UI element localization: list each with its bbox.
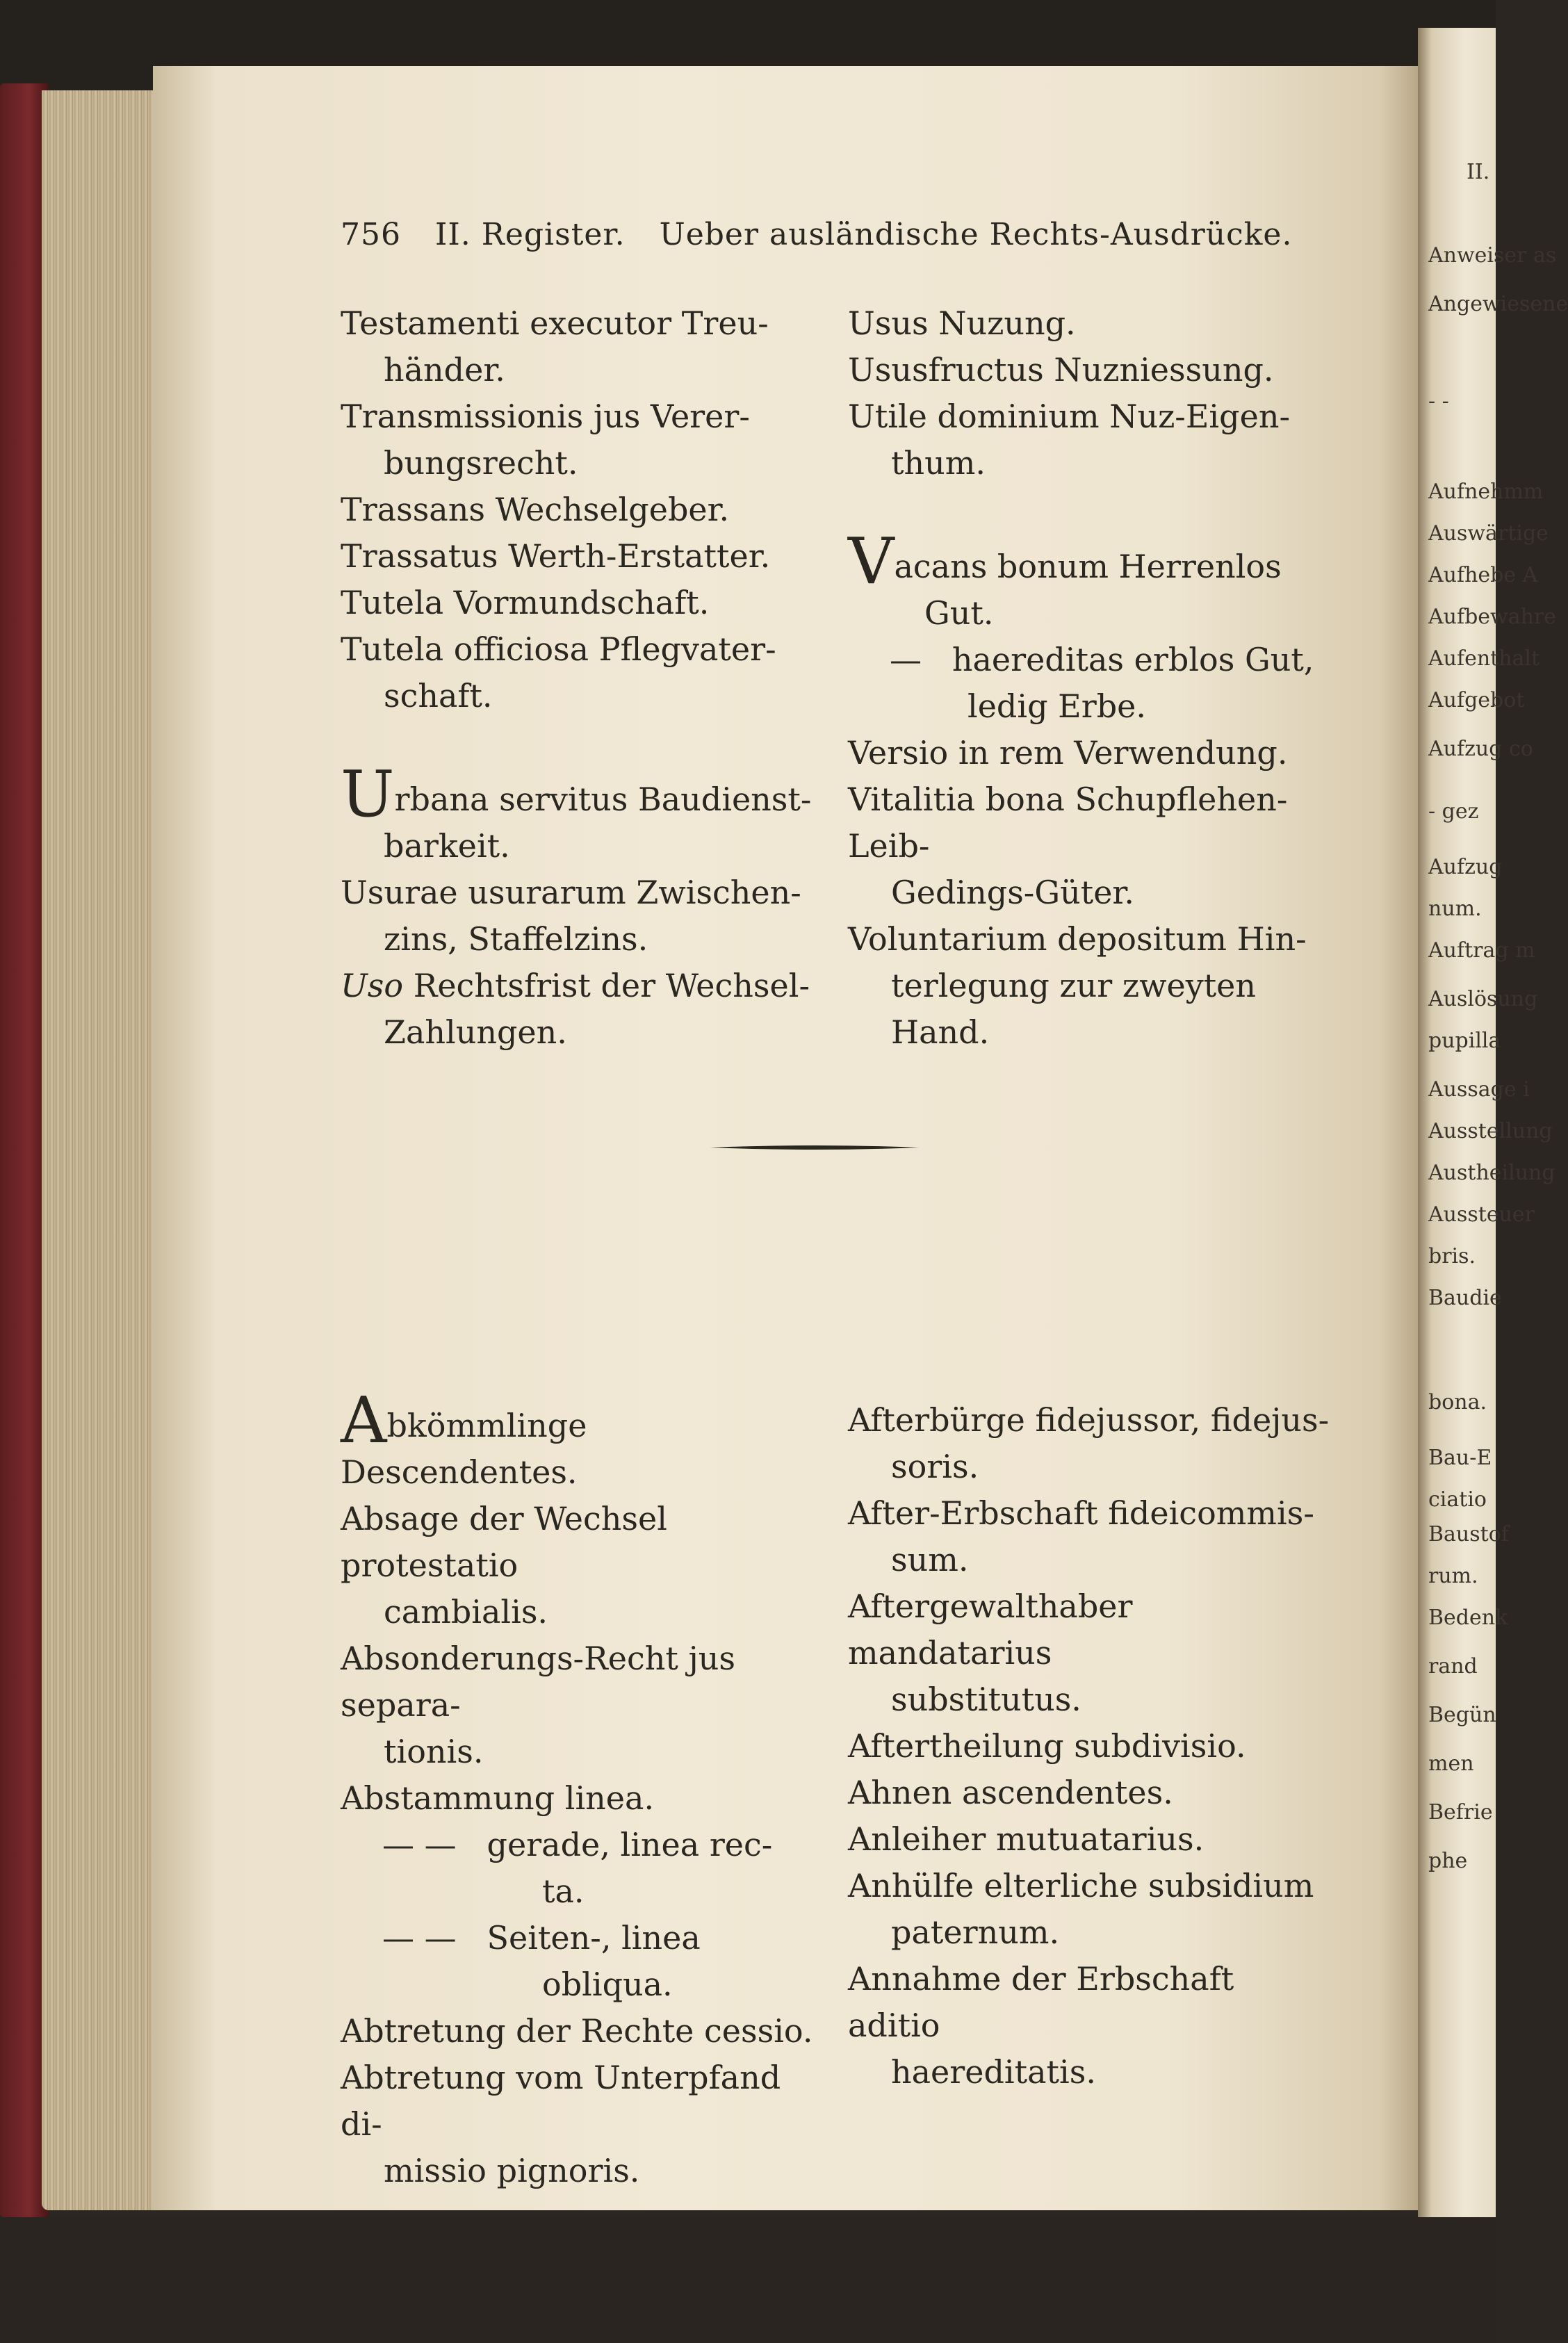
list-item: Abtretung der Rechte cessio. [341, 2012, 813, 2050]
adjacent-page-fragment: Aufenthalt [1428, 646, 1540, 671]
adjacent-page-fragment: Auswärtige [1428, 521, 1549, 546]
list-item: After-Erbschaft fideicommis- sum. [848, 1494, 1314, 1578]
adjacent-page-fragment: Aufnehmm [1428, 480, 1544, 504]
list-item: Afterbürge fidejussor, fidejus- soris. [848, 1401, 1330, 1485]
adjacent-page-fragment: bris. [1428, 1244, 1476, 1268]
list-item: Anleiher mutuatarius. [848, 1820, 1204, 1858]
list-item: Aftertheilung subdivisio. [848, 1727, 1246, 1765]
list-item: — haereditas erblos Gut, ledig Erbe. [890, 641, 1314, 725]
list-item: Urbana servitus Baudienst- barkeit. [341, 757, 812, 865]
list-item: Vitalitia bona Schupflehen-Leib- Gedings-Güter. [848, 781, 1288, 911]
header-title: Ueber ausländische Rechts-Ausdrücke. [659, 217, 1293, 252]
list-item: Abkömmlinge Descendentes. [341, 1383, 587, 1491]
adjacent-page-fragment: Angewiesene [1428, 292, 1568, 316]
section-label: II. Register. [434, 217, 626, 252]
adjacent-page-fragment: - gez [1428, 799, 1479, 824]
list-item: Trassatus Werth-Erstatter. [341, 537, 771, 575]
adjacent-page-fragment: men [1428, 1752, 1474, 1776]
list-item: Ususfructus Nuzniessung. [848, 351, 1274, 389]
list-item: Trassans Wechselgeber. [341, 491, 730, 528]
adjacent-page-fragment: rand [1428, 1654, 1478, 1679]
drop-initial: V [848, 524, 895, 598]
adjacent-page-fragment: Anweiser as [1428, 243, 1557, 268]
drop-initial: U [341, 757, 395, 831]
list-item: Abstammung linea. [341, 1779, 655, 1817]
ditto-dash: — [890, 641, 922, 678]
adjacent-page-fragment: Aufzug [1428, 855, 1503, 879]
list-item: Testamenti executor Treu- händer. [341, 304, 769, 389]
adjacent-page-fragment: Auftrag m [1428, 938, 1535, 963]
list-item: Tutela officiosa Pflegvater- schaft. [341, 630, 776, 715]
adjacent-page-fragment: Austheilung [1428, 1161, 1555, 1185]
list-item: Abtretung vom Unterpfand di- missio pignoris. [341, 2059, 781, 2189]
adjacent-page-fragment: Ausstellung [1428, 1119, 1553, 1143]
top-right-column [848, 300, 1334, 1056]
adjacent-page-fragment: ciatio [1428, 1487, 1487, 1512]
adjacent-page-fragment: - - [1428, 389, 1449, 414]
list-item: Tutela Vormundschaft. [341, 584, 710, 621]
adjacent-page-fragment: Baudie [1428, 1286, 1502, 1310]
list-item: Versio in rem Verwendung. [848, 734, 1288, 772]
adjacent-page-fragment: Bedenk [1428, 1606, 1508, 1630]
list-item: — — gerade, linea rec- ta. [382, 1826, 773, 1910]
top-left-column [341, 300, 813, 1056]
list-item: Utile dominium Nuz-Eigen- thum. [848, 398, 1290, 482]
ditto-dashes: — — [382, 1919, 457, 1957]
adjacent-page-fragment: pupilla [1428, 1029, 1501, 1053]
adjacent-page-fragment: Aussage i [1428, 1077, 1530, 1102]
list-item: Usurae usurarum Zwischen- zins, Staffelzins. [341, 874, 801, 958]
adjacent-page-fragment: Bau-E [1428, 1446, 1492, 1470]
list-item: Voluntarium depositum Hin- terlegung zur zweyten Hand. [848, 920, 1307, 1051]
background-bottom [0, 2217, 1496, 2343]
list-item: Ahnen ascendentes. [848, 1774, 1173, 1811]
list-item: Usus Nuzung. [848, 304, 1076, 342]
adjacent-page-fragment: Aufhebe A [1428, 563, 1538, 587]
adjacent-page-fragment: Aufbewahre [1428, 605, 1557, 629]
adjacent-page-fragment: num. [1428, 897, 1482, 921]
drop-initial: A [341, 1383, 387, 1458]
list-item: Absage der Wechsel protestatio cambialis. [341, 1500, 667, 1631]
adjacent-page-fragment: Baustof [1428, 1522, 1509, 1546]
list-item: Annahme der Erbschaft aditio haereditatis. [848, 1960, 1234, 2091]
adjacent-page-fragment: Aufzug co [1428, 737, 1533, 761]
adjacent-page-fragment: II. [1467, 160, 1490, 184]
adjacent-page-fragment: Befrie [1428, 1800, 1493, 1824]
adjacent-page-fragment: Auslösung [1428, 987, 1538, 1011]
list-item: — — Seiten-, linea obliqua. [382, 1919, 701, 2003]
adjacent-page-fragment: rum. [1428, 1564, 1478, 1588]
list-item: Aftergewalthaber mandatarius substitutus. [848, 1587, 1133, 1718]
adjacent-page-fragment: Aufgebot [1428, 688, 1525, 712]
list-item: Anhülfe elterliche subsidium paternum. [848, 1867, 1314, 1951]
bottom-right-column [848, 1397, 1334, 2096]
list-item: Vacans bonum Herrenlos Gut. [848, 524, 1282, 632]
page-number: 756 [341, 217, 401, 252]
running-header [341, 217, 1293, 266]
adjacent-page-fragment: Begün [1428, 1703, 1496, 1727]
page-stack-edges [42, 90, 167, 2210]
adjacent-page-fragment: phe [1428, 1849, 1468, 1873]
adjacent-page-fragment: Aussteuer [1428, 1202, 1535, 1227]
list-item: Absonderungs-Recht jus separa- tionis. [341, 1640, 735, 1770]
section-divider [710, 1145, 919, 1150]
list-item: Uso Rechtsfrist der Wechsel- Zahlungen. [341, 967, 810, 1051]
adjacent-page-fragment: bona. [1428, 1390, 1487, 1414]
bottom-left-column [341, 1383, 827, 2194]
ditto-dashes: — — [382, 1826, 457, 1863]
list-item: Transmissionis jus Verer- bungsrecht. [341, 398, 750, 482]
